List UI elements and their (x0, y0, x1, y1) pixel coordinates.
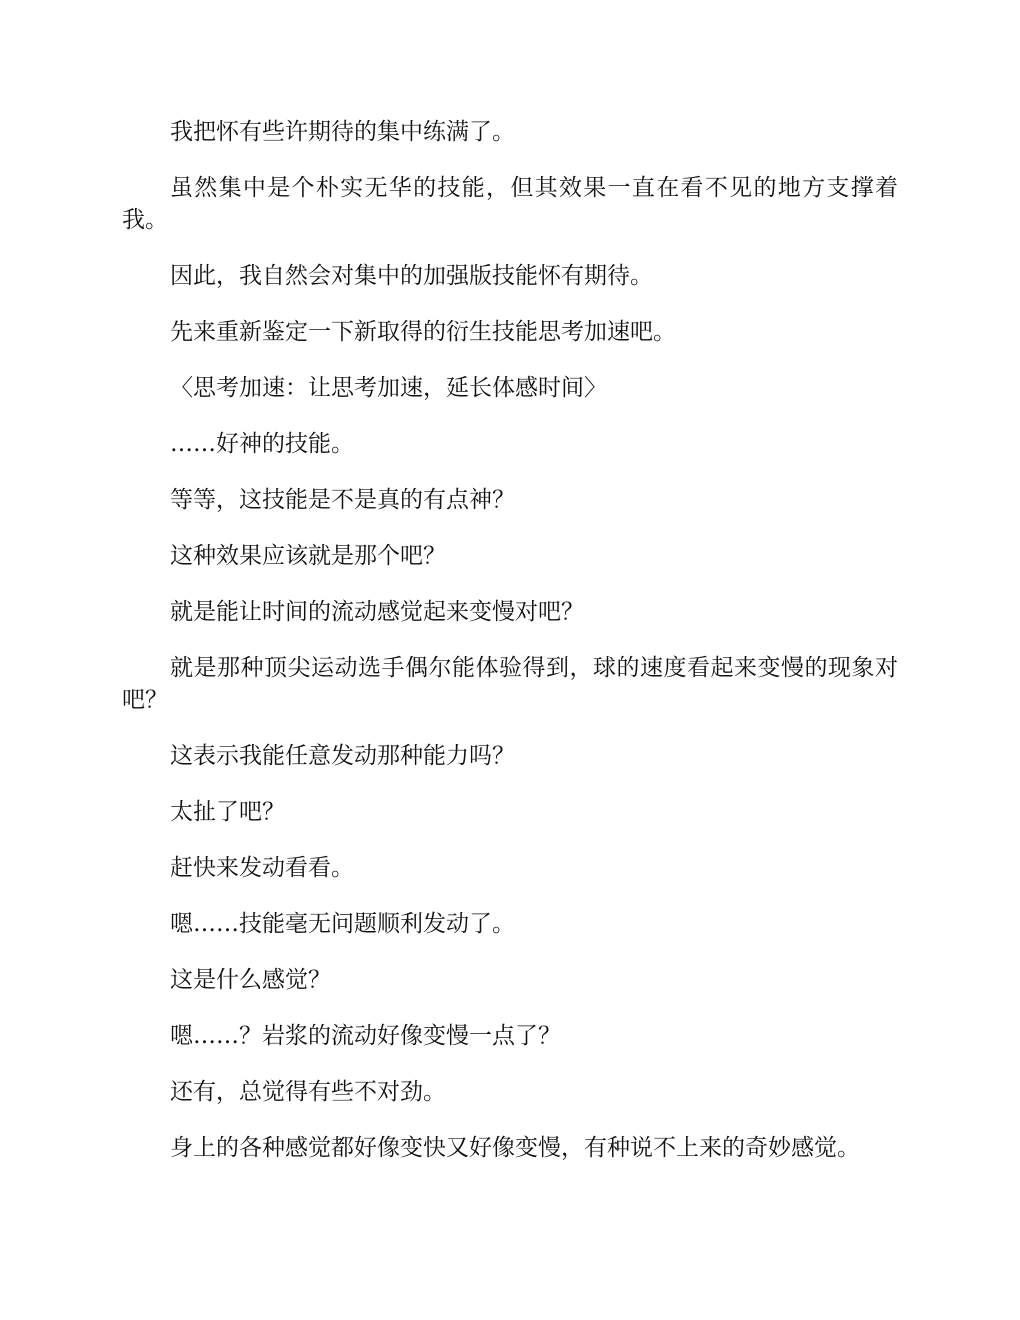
paragraph: 还有，总觉得有些不对劲。 (170, 1079, 446, 1105)
paragraph: 太扯了吧？ (170, 799, 285, 825)
paragraph: 身上的各种感觉都好像变快又好像变慢，有种说不上来的奇妙感觉。 (170, 1135, 860, 1161)
document-body (122, 116, 898, 1188)
paragraph: 就是那种顶尖运动选手偶尔能体验得到，球的速度看起来变慢的现象对吧？ (122, 655, 898, 713)
paragraph: 嗯……技能毫无问题顺利发动了。 (170, 911, 515, 937)
paragraph: 先来重新鉴定一下新取得的衍生技能思考加速吧。 (170, 319, 676, 345)
skill-description: 〈思考加速：让思考加速，延长体感时间〉 (170, 375, 607, 401)
paragraph: 这是什么感觉？ (170, 967, 331, 993)
paragraph: 因此，我自然会对集中的加强版技能怀有期待。 (170, 263, 653, 289)
paragraph: 等等，这技能是不是真的有点神？ (170, 487, 515, 513)
paragraph: 赶快来发动看看。 (170, 855, 354, 881)
paragraph: 嗯……？岩浆的流动好像变慢一点了？ (170, 1023, 561, 1049)
paragraph: ……好神的技能。 (170, 431, 354, 457)
paragraph: 就是能让时间的流动感觉起来变慢对吧？ (170, 599, 584, 625)
paragraph: 这表示我能任意发动那种能力吗？ (170, 743, 515, 769)
paragraph: 虽然集中是个朴实无华的技能，但其效果一直在看不见的地方支撑着我。 (122, 175, 898, 233)
paragraph: 这种效果应该就是那个吧？ (170, 543, 446, 569)
paragraph: 我把怀有些许期待的集中练满了。 (170, 119, 515, 145)
